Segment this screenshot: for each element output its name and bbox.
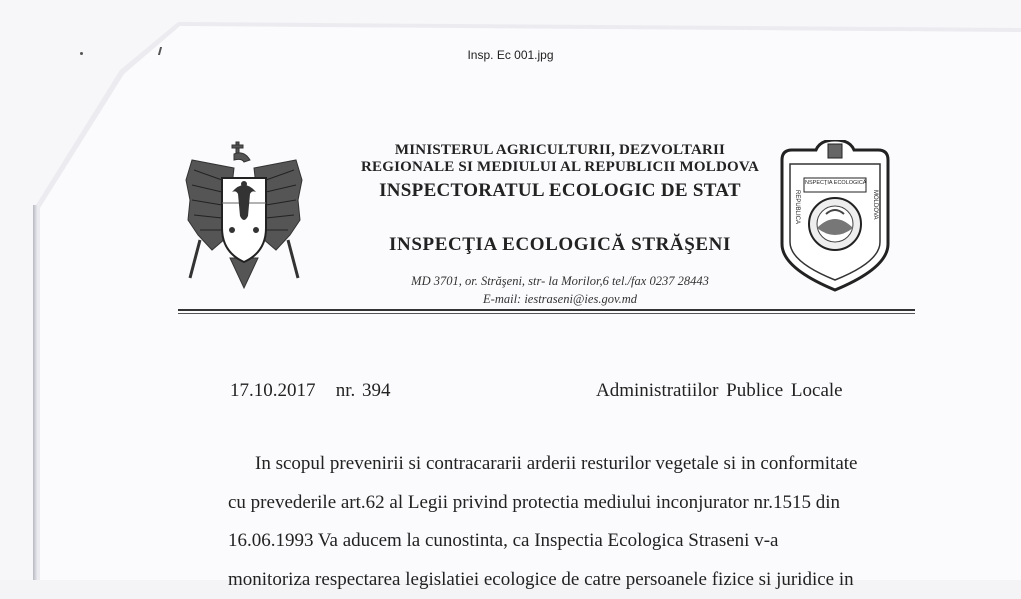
body-line: In scopul prevenirii si contracararii arderii resturilor vegetale si in conformitate — [228, 445, 918, 484]
ministry-heading — [300, 142, 820, 176]
paper-edge — [33, 205, 37, 580]
contact-block — [300, 272, 820, 308]
badge-side-left: REPUBLICA — [794, 190, 800, 224]
letter-body — [228, 445, 918, 599]
header-divider — [178, 309, 915, 311]
ecological-inspection-badge-icon — [776, 140, 894, 292]
email-address: E-mail: iestraseni@ies.gov.md — [300, 290, 820, 308]
body-line: cu prevederile art.62 al Legii privind protectia mediului inconjurator nr.1515 din — [228, 484, 918, 523]
ministry-line-1: MINISTERUL AGRICULTURII, DEZVOLTARII — [300, 142, 820, 159]
header-divider-thin — [178, 313, 915, 314]
postal-address: MD 3701, or. Străşeni, str- la Morilor,6 tel./fax 0237 28443 — [300, 272, 820, 290]
letter-addressee: Administratiilor Publice Locale — [596, 380, 843, 402]
ministry-line-2: REGIONALE SI MEDIULUI AL REPUBLICII MOLDOVA — [300, 159, 820, 176]
letter-number: nr. 394 — [336, 380, 391, 401]
badge-side-right: MOLDOVA — [872, 190, 878, 220]
moldova-coat-of-arms-icon — [182, 140, 308, 290]
file-name-label: Insp. Ec 001.jpg — [0, 48, 1021, 62]
letter-reference — [230, 380, 391, 402]
inspectorate-heading: INSPECTORATUL ECOLOGIC DE STAT — [300, 180, 820, 202]
body-line: 16.06.1993 Va aducem la cunostinta, ca Inspectia Ecologica Straseni v-a — [228, 522, 918, 561]
letter-date: 17.10.2017 — [230, 380, 316, 401]
body-line: monitoriza respectarea legislatiei ecologice de catre persoanele fizice si juridice in — [228, 561, 918, 599]
badge-banner-text: INSPECŢIA ECOLOGICĂ — [804, 179, 867, 186]
local-inspection-heading: INSPECŢIA ECOLOGICĂ STRĂŞENI — [300, 234, 820, 256]
